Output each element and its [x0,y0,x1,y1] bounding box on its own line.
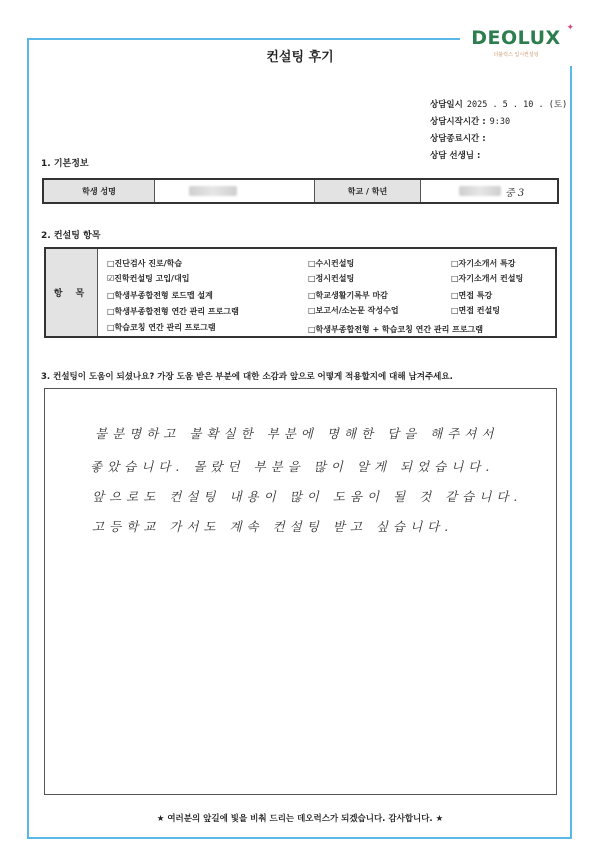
review-line-1: 불분명하고 불확실한 부분에 명해한 답을 해주셔서 [95,426,499,441]
option-combined[interactable]: □학생부종합전형 + 학습코칭 연간 관리 프로그램 [308,325,484,334]
review-line-2: 좋았습니다. 몰랐던 부분을 많이 알게 되었습니다. [90,459,495,474]
meta-start: 상담시작시간 : 9:30 [430,117,511,127]
option-susi[interactable]: □수시컨설팅 [308,259,355,268]
review-line-4: 고등학교 가서도 계속 컨설팅 받고 싶습니다. [92,519,454,534]
meta-teacher: 상담 선생님 : [430,151,481,161]
option-admission[interactable]: ☑진학컨설팅 고입/대입 [107,274,190,283]
section2-heading: 2. 컨설팅 항목 [41,231,101,241]
consult-meta [430,97,567,165]
student-name-label: 학생 성명 [44,180,155,202]
student-name-field[interactable] [155,180,315,202]
redacted-school [459,186,501,196]
option-roadmap[interactable]: □학생부종합전형 로드맵 설계 [107,291,213,300]
section3-question: 3. 컨설팅이 도움이 되셨나요? 가장 도움 받은 부분에 대한 소감과 앞으로 어떻게 적용할지에 대해 남겨주세요. [41,372,453,382]
option-annual-program[interactable]: □학생부종합전형 연간 관리 프로그램 [107,307,239,316]
logo-name: DEOLUX [471,27,561,49]
items-head-label: 항 목 [46,249,98,336]
meta-date: 상담일시 2025 . 5 . 10 . (토) [430,100,568,110]
review-answer-box[interactable] [44,388,557,795]
redacted-name [189,186,237,196]
start-time-field[interactable]: 9:30 [489,117,511,127]
review-line-3: 앞으로도 컨설팅 내용이 많이 도움이 될 것 같습니다. [92,489,523,504]
option-study-coaching[interactable]: □학습코칭 연간 관리 프로그램 [107,323,216,332]
option-diagnosis[interactable]: □진단검사 진로/학습 [107,259,183,268]
basic-info-table [42,178,559,204]
option-essay-lecture[interactable]: □자기소개서 특강 [451,259,516,268]
option-report[interactable]: □보고서/소논문 작성수업 [308,306,399,315]
items-body [98,249,555,336]
option-essay-consult[interactable]: □자기소개서 컨설팅 [451,274,524,283]
date-field[interactable]: 2025 . 5 . 10 . (토) [466,100,568,110]
school-grade-label: 학교 / 학년 [315,180,421,202]
logo-tagline: 더블럭스 입시컨설팅 [493,52,539,58]
footer-message: ★ 여러분의 앞길에 빛을 비춰 드리는 데오럭스가 되겠습니다. 감사합니다. ★ [156,814,444,824]
consulting-items-table [44,247,557,338]
star-icon: ✦ [566,23,574,33]
option-record[interactable]: □학교생활기록부 마감 [308,291,388,300]
school-grade-value: 중 3 [505,187,525,199]
meta-end: 상담종료시간 : [430,134,486,144]
section1-heading: 1. 기본정보 [41,159,89,169]
school-grade-field[interactable] [421,180,557,202]
page-title: 컨설팅 후기 [266,50,334,65]
option-interview-consult[interactable]: □면접 컨설팅 [451,306,500,315]
option-interview-lecture[interactable]: □면접 특강 [451,291,493,300]
option-jeongsi[interactable]: □정시컨설팅 [308,274,355,283]
